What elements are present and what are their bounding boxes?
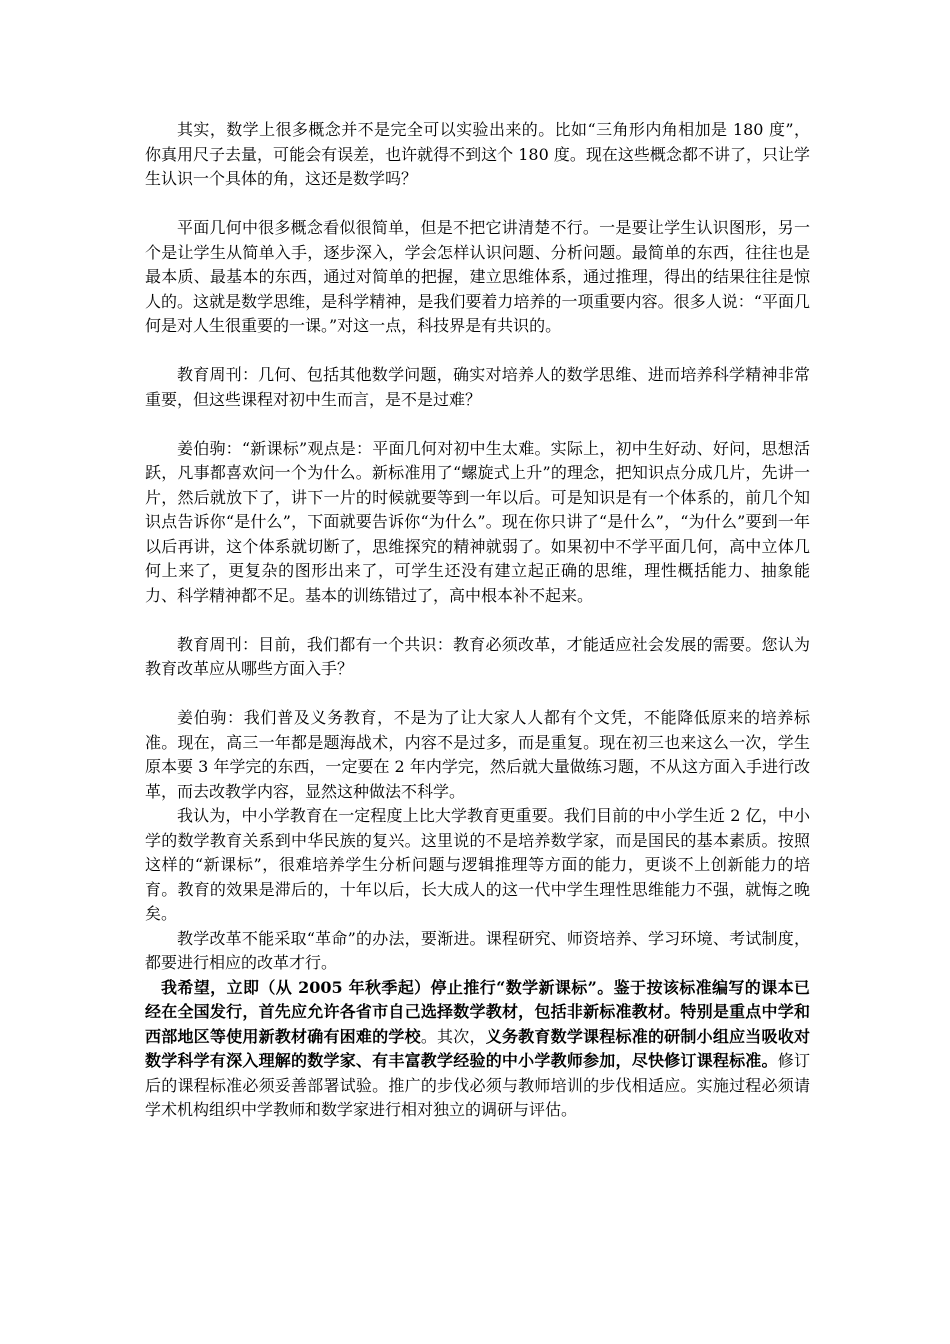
paragraph-5: 教育周刊：目前，我们都有一个共识：教育必须改革，才能适应社会发展的需要。您认为教育改革应从哪些方面入手？ bbox=[145, 634, 810, 678]
paragraph-7: 我认为，中小学教育在一定程度上比大学教育更重要。我们目前的中小学生近 2 亿，中小学的数学教育关系到中华民族的复兴。这里说的不是培养数学家，而是国民的基本素质。按照这样的“新课标”，很难培养学生分析问题与逻辑推理等方面的能力，更谈不上创新能力的培育。教育的效果是滞后的，十年以后，长大成人的这一代中学生理性思维能力不强，就悔之晚矣。 bbox=[145, 806, 810, 923]
paragraph-8: 教学改革不能采取“革命”的办法，要渐进。课程研究、师资培养、学习环境、考试制度，都要进行相应的改革才行。 bbox=[145, 928, 810, 972]
final-bold-2: 义务教育数学课程标准的研制小组应当吸收对数学科学有深入理解的数学家、有丰富教学经验的中小学教师参加，尽快修订课程标准。 bbox=[145, 1026, 810, 1070]
final-plain-1: 。其次， bbox=[420, 1026, 486, 1046]
final-plain-2: 修订后的课程标准必须妥善部署试验。推广的步伐必须与教师培训的步伐相适应。实施过程必须请学术机构组织中学教师和数学家进行相对独立的调研与评估。 bbox=[145, 1051, 810, 1119]
document-body bbox=[145, 118, 810, 1123]
final-bold-1: 我希望，立即（从 2005 年秋季起）停止推行“数学新课标”。鉴于按该标准编写的课本已经在全国发行，首先应允许各省市自己选择数学教材，包括非新标准教材。特别是重点中学和西部地区等使用新教材确有困难的学校 bbox=[145, 977, 810, 1046]
paragraph-final bbox=[145, 976, 810, 1123]
paragraph-3: 教育周刊：几何、包括其他数学问题，确实对培养人的数学思维、进而培养科学精神非常重要，但这些课程对初中生而言，是不是过难？ bbox=[145, 365, 810, 409]
paragraph-1: 其实，数学上很多概念并不是完全可以实验出来的。比如“三角形内角相加是 180 度”，你真用尺子去量，可能会有误差，也许就得不到这个 180 度。现在这些概念都不讲了，只让学生认识一个具体的角，这还是数学吗？ bbox=[145, 120, 810, 188]
paragraph-2: 平面几何中很多概念看似很简单，但是不把它讲清楚不行。一是要让学生认识图形，另一个是让学生从简单入手，逐步深入，学会怎样认识问题、分析问题。最简单的东西，往往也是最本质、最基本的东西，通过对简单的把握，建立思维体系，通过推理，得出的结果往往是惊人的。这就是数学思维，是科学精神，是我们要着力培养的一项重要内容。很多人说：“平面几何是对人生很重要的一课。”对这一点，科技界是有共识的。 bbox=[145, 218, 810, 335]
paragraph-4: 姜伯驹：“新课标”观点是：平面几何对初中生太难。实际上，初中生好动、好问，思想活跃，凡事都喜欢问一个为什么。新标准用了“螺旋式上升”的理念，把知识点分成几片，先讲一片，然后就放下了，讲下一片的时候就要等到一年以后。可是知识是有一个体系的，前几个知识点告诉你“是什么”，下面就要告诉你“为什么”。现在你只讲了“是什么”，“为什么”要到一年以后再讲，这个体系就切断了，思维探究的精神就弱了。如果初中不学平面几何，高中立体几何上来了，更复杂的图形出来了，可学生还没有建立起正确的思维，理性概括能力、抽象能力、科学精神都不足。基本的训练错过了，高中根本补不起来。 bbox=[145, 438, 810, 605]
paragraph-6: 姜伯驹：我们普及义务教育，不是为了让大家人人都有个文凭，不能降低原来的培养标准。现在，高三一年都是题海战术，内容不是过多，而是重复。现在初三也来这么一次，学生原本要 3 年学完的东西，一定要在 2 年内学完，然后就大量做练习题，不从这方面入手进行改革，而去改教学内容，显然这种做法不科学。 bbox=[145, 708, 810, 801]
